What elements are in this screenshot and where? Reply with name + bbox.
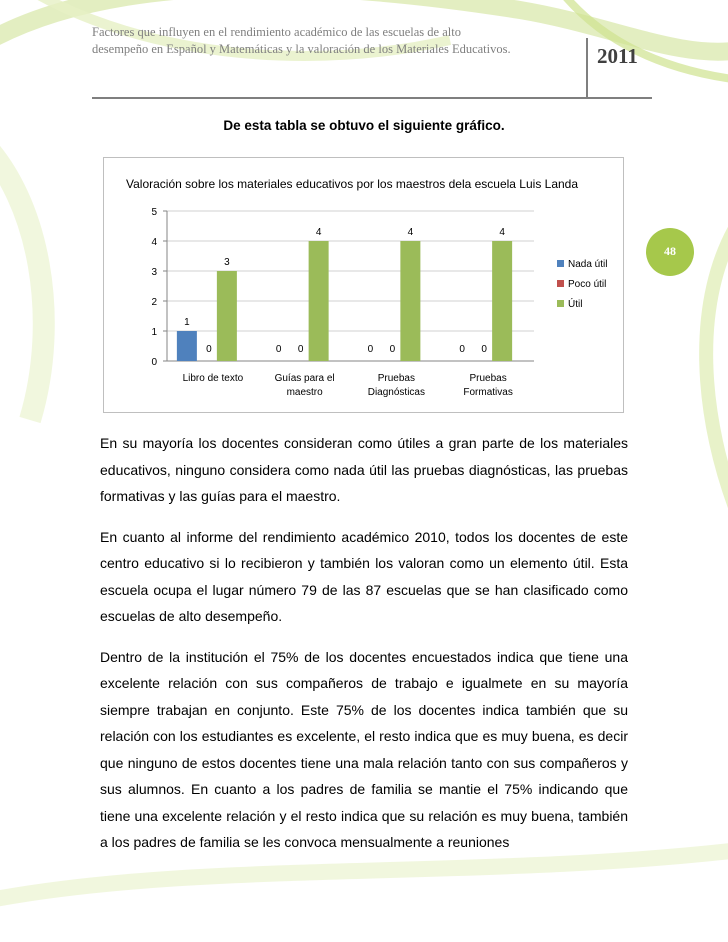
legend-label: Útil	[568, 299, 583, 310]
y-tick-label: 3	[151, 267, 157, 278]
data-label: 0	[481, 344, 487, 355]
x-tick-label: Formativas	[463, 387, 513, 398]
header-divider-vertical	[586, 38, 588, 98]
data-label: 0	[275, 344, 282, 355]
data-label: 4	[407, 227, 414, 238]
data-label: 1	[184, 317, 190, 328]
x-tick-label: Diagnósticas	[367, 387, 426, 398]
data-label: 0	[297, 344, 304, 355]
x-tick-label: Pruebas	[469, 373, 507, 384]
paragraph-1: En su mayoría los docentes consideran como útiles a gran parte de los materiales educativos, ninguno considera como nada útil las pruebas diagnósticas, las pruebas formativas y las guías para el maestro.	[100, 435, 628, 504]
bar-3	[492, 241, 512, 361]
x-tick-label: Libro de texto	[182, 373, 244, 384]
legend-swatch	[557, 260, 564, 267]
legend-swatch	[557, 300, 564, 307]
y-tick-label: 4	[151, 237, 157, 248]
bar-3	[217, 271, 237, 361]
y-tick-label: 2	[151, 297, 157, 308]
data-label: 0	[389, 344, 396, 355]
x-tick-label: Pruebas	[377, 373, 415, 384]
data-label: 0	[367, 344, 374, 355]
paragraph-3: Dentro de la institución el 75% de los docentes encuestados indica que tiene una excelente relación con sus compañeros de trabajo e igualmete en su mayoría siempre trabajan en conjunto. Este 75% de los docentes indica también que su relación con los estudiantes es excelente, el resto indica que es muy buena, es decir que ninguno de estos docentes tiene una mala relación tanto con sus compañeros y sus alumnos. En cuanto a los padres de familia se mantie el 75% indicando que tiene una excelente relación y el resto indica que su relación es muy buena, también a los padres de familia se les convoca mensualmente a reuniones	[100, 648, 628, 850]
legend-label: Nada útil	[568, 259, 608, 270]
bar-chart	[104, 158, 623, 412]
data-label: 0	[206, 344, 212, 355]
chart-title: Valoración sobre los materiales educativos por los maestros dela escuela Luis Landa	[126, 177, 579, 191]
y-tick-label: 1	[151, 327, 157, 338]
bar-1	[177, 331, 197, 361]
data-label: 3	[224, 257, 230, 268]
swirl-left	[0, 140, 44, 420]
paragraph-2: En cuanto al informe del rendimiento académico 2010, todos los docentes de este centro educativo si lo recibieron y también los valoran como un elemento útil. Esta escuela ocupa el lugar número 79 de las 87 escuelas que se han clasificado como escuelas de alto desempeño.	[100, 528, 628, 624]
bar-3	[309, 241, 329, 361]
page-number: 48	[664, 244, 676, 258]
bar-3	[400, 241, 420, 361]
legend-label: Poco útil	[568, 279, 607, 290]
swirl-right-1	[706, 220, 728, 520]
header-title	[92, 24, 582, 58]
x-tick-label: maestro	[286, 387, 323, 398]
header-divider-horizontal	[92, 97, 652, 99]
header-year: 2011	[597, 44, 638, 68]
header-title-line1: Factores que influyen en el rendimiento académico de las escuelas de alto	[92, 25, 461, 39]
data-label: 4	[315, 227, 322, 238]
chart-caption: De esta tabla se obtuvo el siguiente gráfico.	[223, 118, 505, 133]
y-tick-label: 0	[151, 357, 157, 368]
legend-swatch	[557, 280, 564, 287]
x-tick-label: Guías para el	[274, 373, 335, 384]
body-text	[100, 430, 628, 870]
chart-container	[103, 157, 624, 413]
page-header	[92, 24, 652, 100]
y-tick-label: 5	[151, 207, 157, 218]
header-title-line2: desempeño en Español y Matemáticas y la valoración de los Materiales Educativos.	[92, 42, 511, 56]
data-label: 4	[499, 227, 505, 238]
data-label: 0	[459, 344, 465, 355]
